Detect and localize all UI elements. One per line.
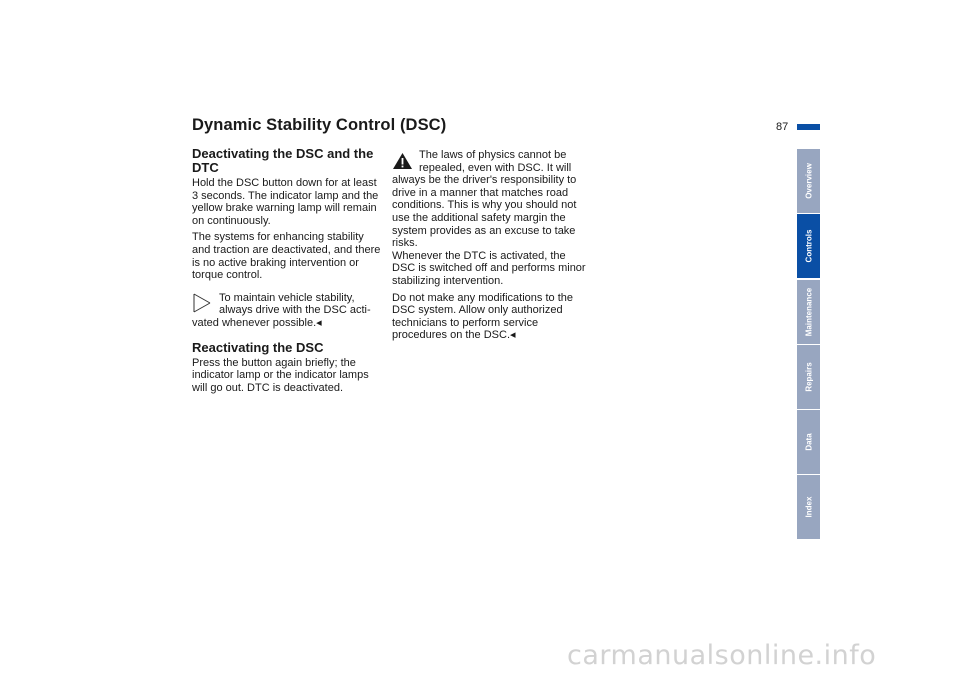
paragraph-hold-button: Hold the DSC button down for at least 3 seconds. The indicator lamp and the yellow brake warning lamp will remain on continuously. — [192, 177, 379, 227]
section-heading-deactivating: Deactivating the DSC and the DTC — [192, 146, 374, 175]
tab-data-label: Data — [804, 433, 813, 451]
paragraph-systems-deactivated: The systems for enhancing stability and traction are deactivated, and there is no active braking intervention or torque control. — [192, 231, 381, 282]
tab-repairs-label: Repairs — [804, 362, 813, 392]
tab-maintenance[interactable] — [797, 280, 820, 344]
note-first-line: To maintain vehicle stability, — [219, 291, 355, 304]
page-title: Dynamic Stability Control (DSC) — [192, 116, 447, 134]
paragraph-press-button: Press the button again briefly; the indicator lamp or the indicator lamps will go out. DTC is deactivated. — [192, 356, 369, 394]
note-arrow-icon — [192, 293, 213, 313]
warning-continuation: always be the driver's responsibility to drive in a manner that matches road conditions. This is why you should not use the additional safety margin the system provides as an excuse to take risks. — [392, 174, 577, 250]
left-column — [192, 147, 384, 398]
note-second-line: always drive with the DSC acti- — [219, 304, 371, 317]
tab-overview[interactable] — [797, 149, 820, 213]
tab-controls-label: Controls — [804, 229, 813, 263]
note-continuation: vated whenever possible.◂ — [192, 316, 322, 329]
tab-overview-label: Overview — [804, 163, 813, 199]
paragraph-no-modifications: Do not make any modifications to the DSC system. Allow only authorized technicians to perform service procedures on the DSC.◂ — [392, 291, 573, 342]
tab-controls[interactable] — [797, 214, 820, 278]
warning-callout — [392, 149, 586, 250]
warning-first-line: The laws of physics cannot be — [419, 149, 567, 161]
warning-second-line: repealed, even with DSC. It will — [419, 161, 572, 174]
note-callout — [192, 292, 384, 330]
tab-index[interactable] — [797, 475, 820, 539]
tab-index-label: Index — [804, 497, 813, 518]
right-column — [392, 147, 586, 346]
warning-triangle-icon — [392, 152, 413, 170]
tab-repairs[interactable] — [797, 345, 820, 409]
tab-data[interactable] — [797, 410, 820, 474]
page-number: 87 — [776, 121, 789, 133]
watermark: carmanualsonline.info — [567, 640, 877, 671]
section-heading-reactivating: Reactivating the DSC — [192, 339, 324, 355]
tab-maintenance-label: Maintenance — [804, 287, 813, 336]
paragraph-dtc-activated: Whenever the DTC is activated, the DSC is switched off and performs minor stabilizing intervention. — [392, 249, 586, 287]
section-tabs — [797, 149, 820, 541]
page-marker — [797, 124, 820, 130]
